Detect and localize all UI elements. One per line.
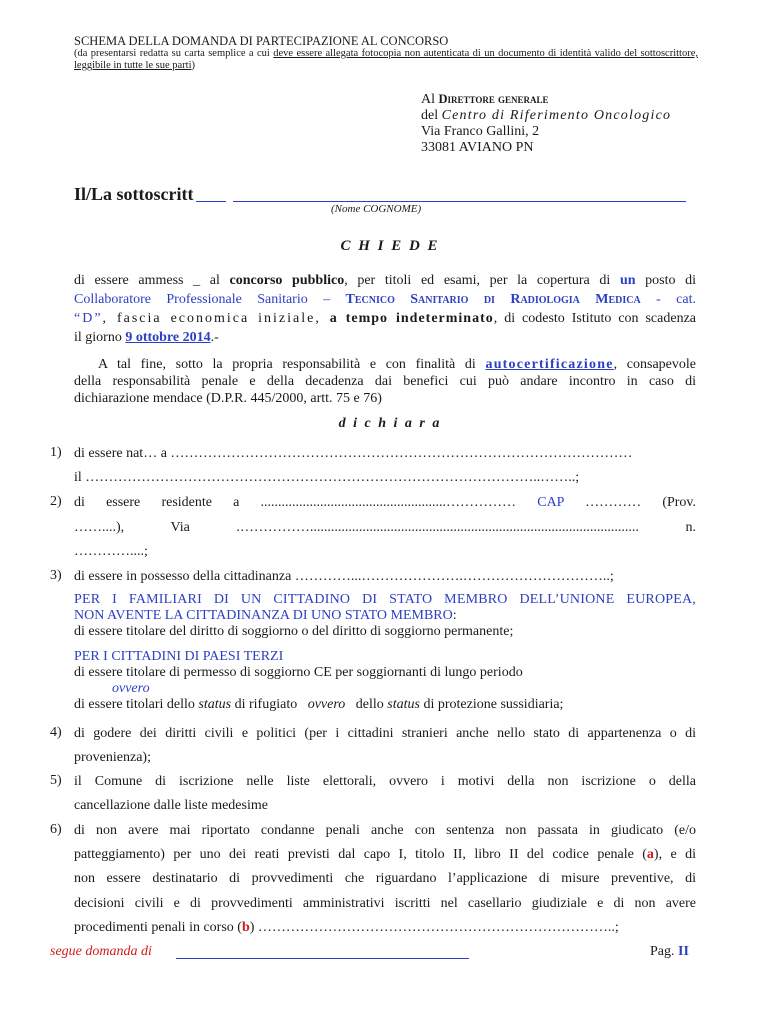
civil-rights-text: di godere dei diritti civili e politici (per i cittadini stranieri anche nello stato di appartenenza o di (74, 726, 696, 741)
schema-note: (da presentarsi redatta su carta semplice a cui deve essere allegata fotocopia non autenticata di un documento di identità valido del sottoscrittore, leggibile in tutte le sue parti) (74, 48, 698, 71)
dichiara-heading: d i c h i a r a (338, 416, 442, 431)
civil-rights-text: provenienza); (74, 750, 151, 765)
recipient-address: Al Direttore generale del Centro di Riferimento Oncologico Via Franco Gallini, 2 33081 AVIANO PN (421, 92, 672, 155)
item-number: 2) (50, 494, 62, 509)
item-number: 3) (50, 568, 62, 583)
criminal-record-text: di non avere mai riportato condanne penali anche con sentenza non passata in giudicato (e/o (74, 823, 696, 838)
chiede-heading: C H I E D E (340, 238, 440, 254)
street-field[interactable]: ……....), Via .…………….............................................................................................. n. (74, 520, 696, 535)
pending-proceedings-field[interactable]: procedimenti penali in corso (b) …………………………………………………………………..; (74, 920, 619, 935)
eu-family-section: PER I FAMILIARI DI UN CITTADINO DI STATO MEMBRO DELL’UNIONE EUROPEA, NON AVENTE LA CITTADINANZA DI UNO STATO MEMBRO: di essere titolare del diritto di soggiorno o del diritto di soggiorno permanente; (74, 592, 696, 639)
birth-date-field[interactable]: il ……………………………………………………………………………………..……..; (74, 470, 580, 485)
footer-applicant-line[interactable] (176, 958, 469, 959)
street-number-field[interactable]: …………....; (74, 544, 148, 559)
item-number: 6) (50, 822, 62, 837)
signer-name-line[interactable] (233, 201, 686, 202)
request-paragraph: di essere ammess _ al concorso pubblico, per titoli ed esami, per la copertura di un posto di Collaboratore Professionale Sanitario – Tecnico Sanitario di Radiologia Medica - cat. “D”, fascia economica iniziale, a tempo indeterminato, di codesto Istituto con scadenza il giorno 9 ottobre 2014.- (74, 273, 697, 345)
signer-label: Il/La sottoscritt (74, 184, 194, 204)
electoral-text: cancellazione dalle liste medesime (74, 798, 268, 813)
footer-segue: segue domanda di (50, 944, 152, 959)
electoral-text: il Comune di iscrizione nelle liste elettorali, ovvero i motivi della non iscrizione o della (74, 774, 696, 789)
criminal-record-text: decisioni civili e di provvedimenti amministrativi iscritti nel casellario giudiziale e di non avere (74, 896, 696, 911)
third-country-section: PER I CITTADINI DI PAESI TERZI di essere titolare di permesso di soggiorno CE per soggiornanti di lungo periodo ovvero di essere titolari dello status di rifugiato ovvero dello status di protezione sussidiaria; (74, 649, 564, 712)
citizenship-field[interactable]: di essere in possesso della cittadinanza …………...………………….…………………………..; (74, 569, 614, 584)
intro-paragraph: A tal fine, sotto la propria responsabilità e con finalità di autocertificazione, consapevole della responsabilità penale e della decadenza dai benefici cui può andare incontro in caso di dichiarazione mendace (D.P.R. 445/2000, artt. 75 e 76) (74, 357, 696, 406)
criminal-record-text: patteggiamento) per uno dei reati previsti dal capo I, titolo II, libro II del codice penale (a), e di (74, 847, 696, 862)
item-number: 5) (50, 773, 62, 788)
signer-name-field[interactable] (196, 201, 226, 202)
page-number: Pag. II (650, 944, 689, 959)
item-number: 1) (50, 445, 62, 460)
signer-caption: (Nome COGNOME) (331, 203, 422, 215)
residence-field[interactable]: di essere residente a .....................................................…………… CAP ………… (Prov. (74, 495, 697, 510)
birth-place-field[interactable]: di essere nat… a ……………………………………………………………………………………… (74, 446, 633, 461)
schema-title: SCHEMA DELLA DOMANDA DI PARTECIPAZIONE AL CONCORSO (74, 34, 449, 48)
criminal-record-text: non essere destinatario di provvedimenti che riguardano l’applicazione di misure preventive, di (74, 871, 696, 886)
item-number: 4) (50, 725, 62, 740)
